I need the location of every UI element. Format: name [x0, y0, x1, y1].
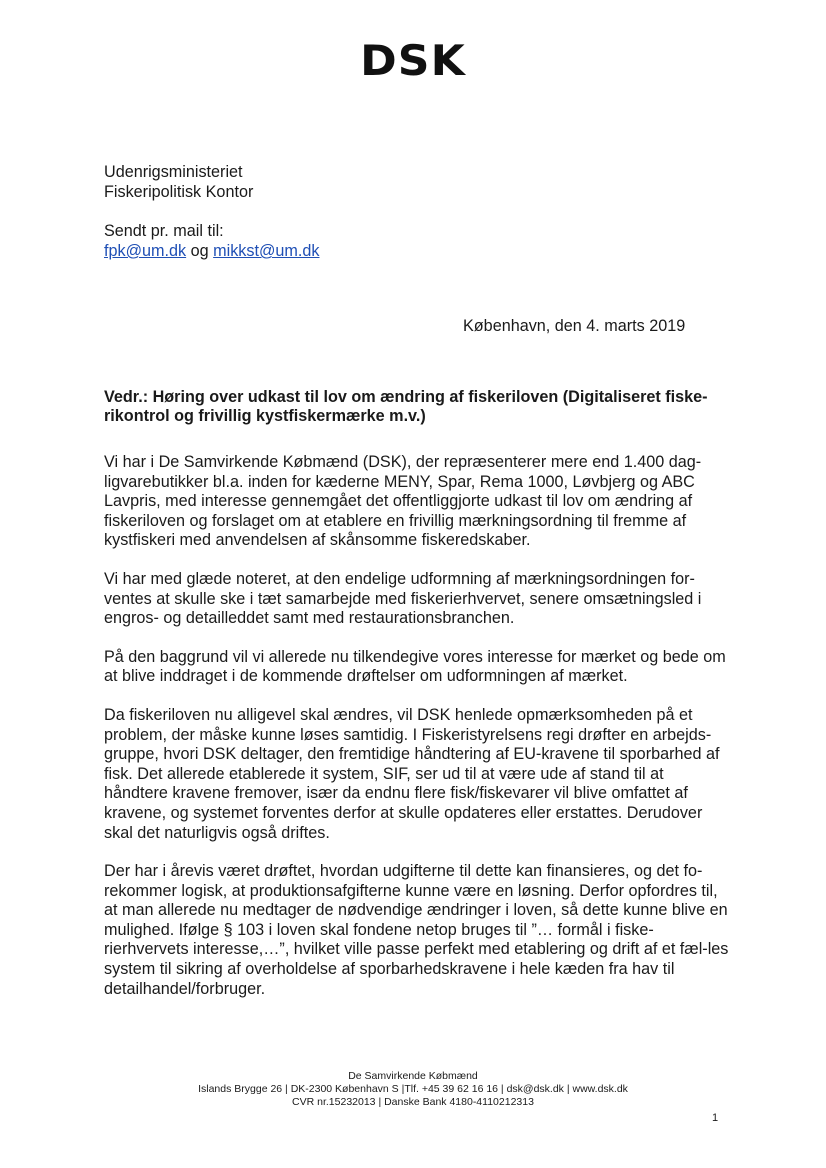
letter-date: København, den 4. marts 2019 — [463, 317, 686, 335]
sent-label: Sendt pr. mail til: — [104, 222, 224, 240]
email-connector: og — [186, 242, 214, 260]
body-paragraph-5: Der har i årevis været drøftet, hvordan udgifterne til dette kan finansieres, og det fo-rekommer logisk, at produktionsafgifterne kunne være en løsning. Derfor opfordres til, at man allerede nu medtager de nødvendige ændringer i loven, så dette kunne blive en mulighed. Ifølge § 103 i loven skal fondene netop bruges til ”… formål i fiske-rierhvervets interesse,…”, hvilket ville passe perfekt med etablering og drift af et fæl-les system til sikring af overholdelse af sporbarhedskravene i hele kæden fra hav til detailhandel/forbruger. — [104, 862, 729, 998]
body-paragraph-4: Da fiskeriloven nu alligevel skal ændres, vil DSK henlede opmærksomheden på et problem, der måske kunne løses samtidig. I Fiskeristyrelsens regi drøfter en arbejds-gruppe, hvori DSK deltager, den fremtidige håndtering af EU-kravene til sporbarhed af fisk. Det allerede etablerede it system, SIF, ser ud til at være ude af stand til at håndtere kravene fremover, især da endnu flere fisk/fiskevarer vil blive omfattet af kravene, og systemet forventes derfor at skulle opdateres eller erstattes. Derudover skal det naturligvis også driftes. — [104, 705, 720, 842]
body-paragraph-1: Vi har i De Samvirkende Købmænd (DSK), der repræsenterer mere end 1.400 dag-ligvarebutikker bl.a. inden for kæderne MENY, Spar, Rema 1000, Løvbjerg og ABC Lavpris, med interesse gennemgået det offentliggjorte udkast til lov om ændring af fiskeriloven og forslaget om at etablere en frivillig mærkningsordning til fremme af kystfiskeri med anvendelsen af skånsomme fiskeredskaber. — [104, 453, 702, 550]
footer-registration: CVR nr.15232013 | Danske Bank 4180-4110212313 — [292, 1096, 534, 1108]
body-paragraph-2: Vi har med glæde noteret, at den endelige udformning af mærkningsordningen for-ventes at skulle ske i tæt samarbejde med fiskerierhvervet, senere omsætningsled i engros- og detailleddet samt med restaurationsbranchen. — [104, 569, 702, 628]
recipient-line-2: Fiskeripolitisk Kontor — [104, 183, 254, 201]
recipient-address — [104, 162, 253, 202]
email-link-fpk[interactable]: fpk@um.dk — [104, 242, 187, 260]
recipient-line-1: Udenrigsministeriet — [104, 163, 243, 181]
letter-footer — [0, 1070, 826, 1109]
dsk-logo: DSK — [360, 36, 466, 85]
body-paragraph-3: På den baggrund vil vi allerede nu tilkendegive vores interesse for mærket og bede om at blive inddraget i de kommende drøftelser om udformningen af mærket. — [104, 647, 726, 686]
email-line — [104, 241, 320, 261]
letter-body — [104, 453, 730, 1018]
letter-subject: Vedr.: Høring over udkast til lov om ændring af fiskeriloven (Digitaliseret fiske-rikontrol og frivillig kystfiskermærke m.v.) — [104, 388, 708, 425]
footer-org-name: De Samvirkende Købmænd — [348, 1070, 478, 1082]
page-number: 1 — [712, 1112, 719, 1124]
footer-contact: Islands Brygge 26 | DK-2300 København S |Tlf. +45 39 62 16 16 | dsk@dsk.dk | www.dsk.dk — [198, 1083, 628, 1095]
sent-by-mail — [104, 221, 320, 261]
email-link-mikkst[interactable]: mikkst@um.dk — [213, 242, 320, 260]
